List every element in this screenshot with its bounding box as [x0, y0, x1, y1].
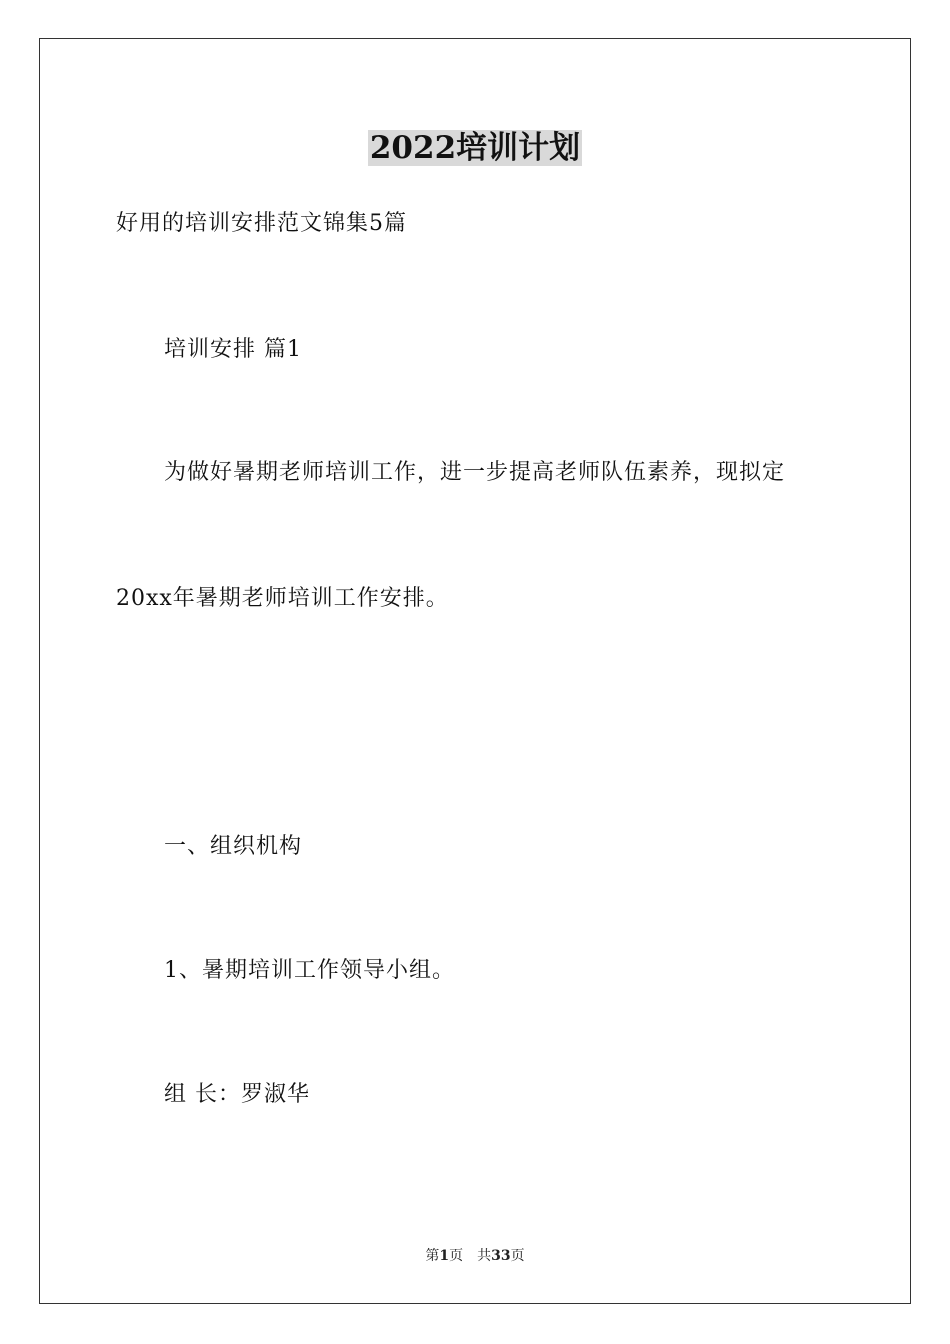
page-footer: [0, 1246, 950, 1266]
footer-page-total: 33: [491, 1248, 511, 1264]
footer-total-unit: 页: [510, 1248, 525, 1264]
heading-organization: 一、组织机构: [164, 834, 303, 859]
subtitle-line: 好用的培训安排范文锦集5篇: [116, 211, 407, 236]
document-title: [0, 126, 950, 170]
footer-page-prefix: 第: [425, 1248, 440, 1264]
footer-page-unit: 页: [449, 1248, 464, 1264]
body-paragraph-line-1: 为做好暑期老师培训工作，进一步提高老师队伍素养，现拟定: [164, 460, 786, 485]
list-item-leadership-group: 1、暑期培训工作领导小组。: [164, 958, 455, 983]
body-paragraph-line-2: 20xx年暑期老师培训工作安排。: [116, 586, 449, 611]
document-title-text: 2022培训计划: [369, 130, 581, 166]
group-leader-line: 组 长：罗淑华: [164, 1082, 310, 1107]
footer-page-current: 1: [439, 1248, 450, 1264]
footer-total-prefix: 共: [477, 1248, 492, 1264]
section-heading: 培训安排 篇1: [164, 337, 302, 362]
